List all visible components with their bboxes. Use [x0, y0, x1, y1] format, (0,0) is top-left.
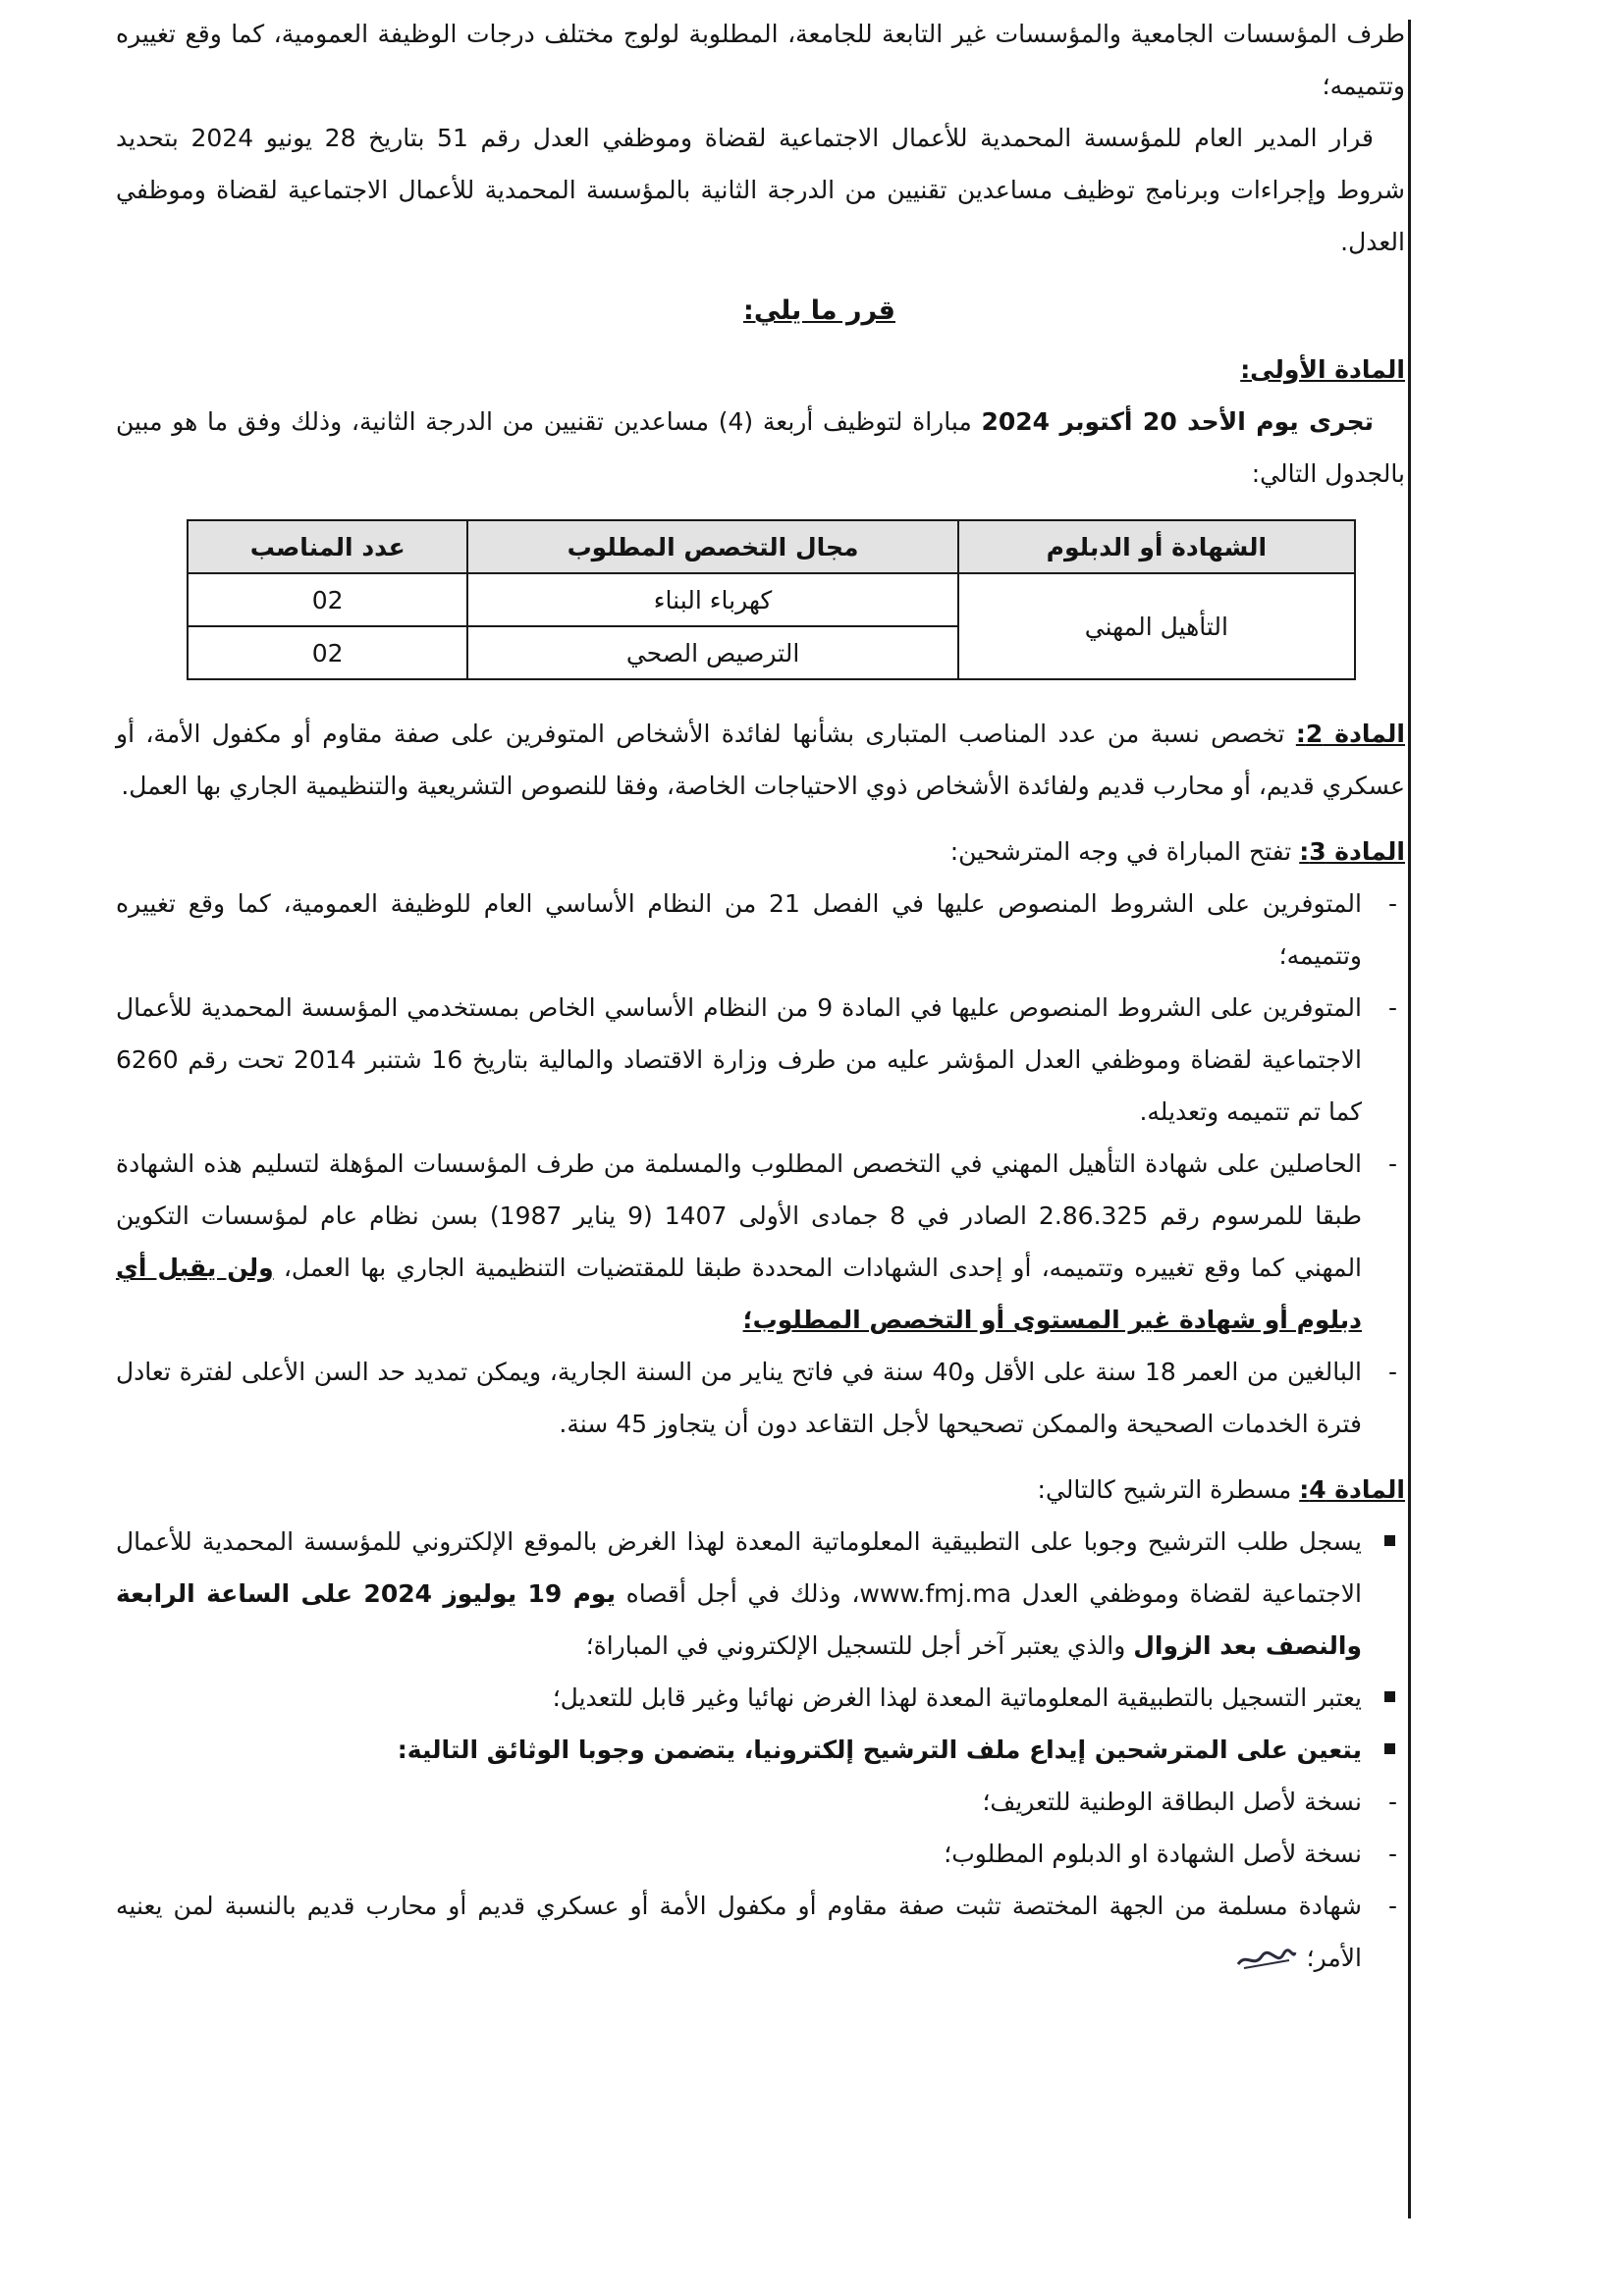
header-specialty: مجال التخصص المطلوب	[467, 520, 957, 573]
specialty-cell: الترصيص الصحي	[467, 626, 957, 679]
deadline-text: يوم 19 يوليوز 2024 على الساعة الرابعة والنصف بعد الزوال	[116, 1579, 1362, 1660]
header-count: عدد المناصب	[188, 520, 467, 573]
article-2-text: تخصص نسبة من عدد المناصب المتبارى بشأنها لفائدة الأشخاص المتوفرين على صفة مقاوم أو مكفول الأمة، أو عسكري قديم، أو محارب قديم ولفائدة الأشخاص ذوي الاحتياجات الخاصة، وفقا للنصوص التشريعية والتنظيمية الجاري بها العمل.	[116, 720, 1405, 800]
intro-paragraph-1: طرف المؤسسات الجامعية والمؤسسات غير التابعة للجامعة، المطلوبة لولوج مختلف درجات الوظيفة العمومية، كما وقع تغييره وتتميمه؛	[116, 20, 1405, 100]
document-page	[116, 8, 1405, 1984]
list-item: يعتبر التسجيل بالتطبيقية المعلوماتية المعدة لهذا الغرض نهائيا وغير قابل للتعديل؛	[116, 1672, 1405, 1724]
list-item: - البالغين من العمر 18 سنة على الأقل و40 سنة في فاتح يناير من السنة الجارية، ويمكن تمديد حد السن الأعلى لفترة تعادل فترة الخدمات الصحيحة والممكن تصحيحها لأجل التقاعد دون أن يتجاوز 45 سنة.	[116, 1346, 1405, 1450]
table-row	[188, 573, 1355, 626]
article-4-list	[116, 1516, 1405, 1776]
document-item: - نسخة لأصل الشهادة او الدبلوم المطلوب؛	[116, 1828, 1405, 1880]
article-4	[116, 1464, 1405, 1984]
article-3-title: المادة 3:	[1299, 837, 1405, 866]
diploma-cell: التأهيل المهني	[958, 573, 1355, 679]
list-item-text-end: والذي يعتبر آخر أجل للتسجيل الإلكتروني في المباراة؛	[585, 1631, 1134, 1660]
positions-table	[187, 519, 1356, 680]
list-item	[116, 1516, 1405, 1672]
decision-heading: قرر ما يلي:	[743, 295, 895, 326]
documents-list	[116, 1776, 1405, 1984]
count-cell: 02	[188, 626, 467, 679]
list-item	[116, 1138, 1405, 1346]
article-1-date: تجرى يوم الأحد 20 أكتوبر 2024	[981, 407, 1374, 436]
count-cell: 02	[188, 573, 467, 626]
list-item-text: يسجل طلب الترشيح وجوبا على التطبيقية المعلوماتية المعدة لهذا الغرض بالموقع الإلكتروني للمؤسسة المحمدية للأعمال الاجتماعية لقضاة وموظفي العدل www.fmj.ma، وذلك في أجل أقصاه	[116, 1527, 1362, 1608]
table-header-row	[188, 520, 1355, 573]
document-item: - نسخة لأصل البطاقة الوطنية للتعريف؛	[116, 1776, 1405, 1828]
header-diploma: الشهادة أو الدبلوم	[958, 520, 1355, 573]
article-3	[116, 826, 1405, 1450]
list-item: - المتوفرين على الشروط المنصوص عليها في المادة 9 من النظام الأساسي الخاص بمستخدمي المؤسسة المحمدية للأعمال الاجتماعية لقضاة وموظفي العدل المؤشر عليه من طرف وزارة الاقتصاد والمالية بتاريخ 16 شتنبر 2014 تحت رقم 6260 كما تم تتميمه وتعديله.	[116, 982, 1405, 1138]
article-4-intro: مسطرة الترشيح كالتالي:	[1037, 1475, 1300, 1504]
article-4-title: المادة 4:	[1299, 1475, 1405, 1504]
list-item-bold: يتعين على المترشحين إيداع ملف الترشيح إلكترونيا، يتضمن وجوبا الوثائق التالية:	[397, 1735, 1362, 1764]
article-3-list	[116, 878, 1405, 1450]
signature-mark	[1234, 1947, 1299, 1972]
document-item-text: شهادة مسلمة من الجهة المختصة تثبت صفة مقاوم أو مكفول الأمة أو عسكري قديم أو محارب قديم بالنسبة لمن يعنيه الأمر؛	[116, 1892, 1362, 1972]
list-item	[116, 1724, 1405, 1776]
article-1-title: المادة الأولى:	[1240, 355, 1405, 384]
margin-rule	[1408, 20, 1411, 2218]
article-2-title: المادة 2:	[1295, 720, 1405, 748]
document-item	[116, 1880, 1405, 1984]
article-3-intro: تفتح المباراة في وجه المترشحين:	[949, 837, 1300, 866]
article-1	[116, 344, 1405, 500]
list-item-emphasis: ولن يقبل أي دبلوم أو شهادة غير المستوى أو التخصص المطلوب؛	[116, 1254, 1362, 1334]
specialty-cell: كهرباء البناء	[467, 573, 957, 626]
article-2	[116, 708, 1405, 812]
article-1-text: مباراة لتوظيف أربعة (4) مساعدين تقنيين من الدرجة الثانية، وذلك وفق ما هو مبين بالجدول التالي:	[116, 407, 1405, 488]
list-item-text: الحاصلين على شهادة التأهيل المهني في التخصص المطلوب والمسلمة من طرف المؤسسات المؤهلة لتسليم هذه الشهادة طبقا للمرسوم رقم 2.86.325 الصادر في 8 جمادى الأولى 1407 (9 يناير 1987) بسن نظام عام لمؤسسات التكوين المهني كما وقع تغييره وتتميمه، أو إحدى الشهادات المحددة طبقا للمقتضيات التنظيمية الجاري بها العمل،	[116, 1149, 1363, 1282]
intro-paragraph-2: قرار المدير العام للمؤسسة المحمدية للأعمال الاجتماعية لقضاة وموظفي العدل رقم 51 بتاريخ 28 يونيو 2024 بتحديد شروط وإجراءات وبرنامج توظيف مساعدين تقنيين من الدرجة الثانية بالمؤسسة المحمدية للأعمال الاجتماعية لقضاة وموظفي العدل.	[116, 124, 1405, 256]
list-item: - المتوفرين على الشروط المنصوص عليها في الفصل 21 من النظام الأساسي العام للوظيفة العمومية، كما وقع تغييره وتتميمه؛	[116, 878, 1405, 982]
